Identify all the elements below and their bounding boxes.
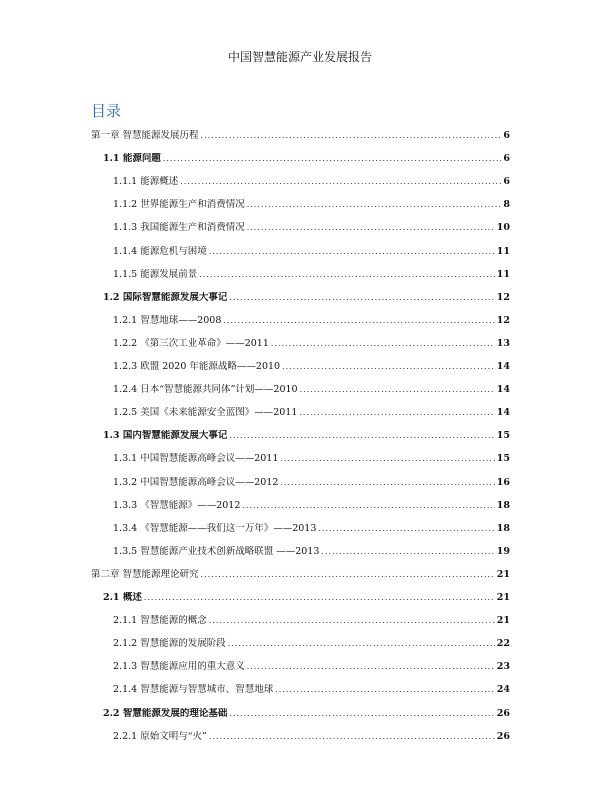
- toc-entry-label: 第一章 智慧能源发展历程: [91, 130, 199, 141]
- toc-leader-dots: [247, 661, 495, 673]
- toc-entry[interactable]: [113, 477, 510, 489]
- toc-entry-label: 2.2 智慧能源发展的理论基础: [103, 707, 228, 719]
- toc-entry-label: 1.2.4 日本“智慧能源共同体”计划——2010: [113, 384, 298, 396]
- toc-entry-page: 6: [503, 176, 510, 188]
- toc-entry[interactable]: [113, 523, 510, 535]
- toc-entry-page: 8: [503, 199, 510, 211]
- toc-leader-dots: [144, 592, 495, 604]
- toc-entry[interactable]: [113, 176, 510, 188]
- toc-entry-page: 15: [496, 453, 510, 465]
- toc-entry-label: 1.3.2 中国智慧能源高峰会议——2012: [113, 476, 279, 488]
- toc-entry-label: 1.1.3 我国能源生产和消费情况: [113, 222, 245, 234]
- toc-entry[interactable]: [113, 500, 510, 512]
- toc-leader-dots: [223, 315, 494, 327]
- toc-entry-page: 12: [496, 291, 510, 303]
- toc-entry-page: 12: [496, 314, 510, 326]
- toc-leader-dots: [321, 546, 494, 558]
- toc-entry[interactable]: [113, 661, 510, 673]
- toc-entry[interactable]: [113, 684, 510, 696]
- toc-entry-label: 1.3.1 中国智慧能源高峰会议——2011: [113, 453, 279, 465]
- toc-leader-dots: [275, 684, 495, 696]
- toc-entry-page: 22: [496, 638, 510, 650]
- toc-entry[interactable]: [103, 153, 510, 165]
- toc-heading: 目录: [91, 102, 122, 120]
- toc-leader-dots: [299, 407, 494, 419]
- toc-entry-label: 1.3 国内智慧能源发展大事记: [103, 430, 228, 442]
- document-title: 中国智慧能源产业发展报告: [227, 50, 372, 64]
- toc-entry-page: 11: [496, 268, 510, 280]
- toc-entry-page: 6: [503, 153, 510, 165]
- toc-entry-page: 23: [496, 661, 510, 673]
- toc-entry[interactable]: [113, 731, 510, 743]
- toc-leader-dots: [282, 361, 495, 373]
- toc-entry-label: 1.1.1 能源概述: [113, 176, 179, 188]
- toc-entry[interactable]: [113, 199, 510, 211]
- toc-leader-dots: [229, 292, 494, 304]
- toc-entry-label: 2.1 概述: [103, 592, 142, 603]
- toc-entry[interactable]: [113, 407, 510, 419]
- toc-entry-page: 26: [496, 707, 510, 719]
- toc-entry-label: 1.2.2 《第三次工业革命》——2011: [113, 337, 269, 349]
- toc-leader-dots: [201, 569, 495, 581]
- toc-entry[interactable]: [103, 592, 510, 604]
- toc-leader-dots: [228, 638, 495, 650]
- toc-leader-dots: [163, 153, 502, 165]
- toc-leader-dots: [209, 246, 495, 258]
- toc-leader-dots: [209, 615, 495, 627]
- toc-entry-page: 24: [496, 684, 510, 696]
- toc-leader-dots: [280, 477, 494, 489]
- toc-leader-dots: [280, 453, 494, 465]
- toc-entry[interactable]: [113, 315, 510, 327]
- toc-entry-label: 1.2.1 智慧地球——2008: [113, 314, 222, 326]
- toc-entry-label: 1.2.5 美国《未来能源安全蓝图》——2011: [113, 407, 298, 419]
- toc-entry[interactable]: [103, 430, 510, 442]
- toc-entry-page: 11: [496, 245, 510, 257]
- toc-entry-label: 1.1.2 世界能源生产和消费情况: [113, 199, 245, 211]
- toc-entry-label: 1.3.5 智慧能源产业技术创新战略联盟 ——2013: [113, 545, 320, 557]
- toc-leader-dots: [229, 430, 494, 442]
- toc-leader-dots: [318, 523, 494, 535]
- toc-leader-dots: [199, 269, 495, 281]
- toc-entry[interactable]: [113, 222, 510, 234]
- toc-entry-page: 21: [496, 592, 510, 603]
- toc-entry-page: 10: [496, 222, 510, 234]
- toc-leader-dots: [300, 384, 495, 396]
- toc-entry-label: 2.1.4 智慧能源与智慧城市、智慧地球: [113, 684, 274, 696]
- toc-entry-page: 14: [496, 384, 510, 396]
- toc-leader-dots: [247, 199, 502, 211]
- toc-entry-page: 16: [496, 476, 510, 488]
- toc-entry-label: 1.1.4 能源危机与困境: [113, 245, 207, 257]
- toc-entry-page: 19: [496, 545, 510, 557]
- toc-entry[interactable]: [113, 453, 510, 465]
- toc-entry-page: 18: [496, 522, 510, 534]
- toc-entry[interactable]: [113, 338, 510, 350]
- toc-entry-label: 2.1.2 智慧能源的发展阶段: [113, 638, 226, 650]
- toc-entry-label: 2.2.1 原始文明与“火”: [113, 730, 207, 742]
- toc-entry-label: 1.1.5 能源发展前景: [113, 268, 198, 280]
- toc-leader-dots: [229, 708, 494, 720]
- toc-entry[interactable]: [103, 708, 510, 720]
- toc-entry-label: 1.3.4 《智慧能源——我们这一万年》——2013: [113, 522, 317, 534]
- toc-entry-label: 2.1.1 智慧能源的概念: [113, 615, 207, 627]
- toc-entry[interactable]: [113, 546, 510, 558]
- toc-entry-page: 15: [496, 430, 510, 442]
- toc-entry-page: 14: [496, 407, 510, 419]
- toc-entry-label: 1.3.3 《智慧能源》——2012: [113, 499, 241, 511]
- toc-entry[interactable]: [103, 292, 510, 304]
- toc-entry-label: 1.1 能源问题: [103, 153, 161, 165]
- toc-entry-page: 13: [496, 337, 510, 349]
- toc-entry[interactable]: [113, 269, 510, 281]
- toc-entry[interactable]: [113, 615, 510, 627]
- toc-entry[interactable]: [113, 384, 510, 396]
- toc-leader-dots: [242, 500, 494, 512]
- toc-entry-page: 21: [496, 568, 510, 580]
- toc-entry-page: 6: [503, 130, 510, 141]
- toc-leader-dots: [271, 338, 495, 350]
- toc-entry-page: 26: [496, 730, 510, 742]
- toc-entry[interactable]: [113, 246, 510, 258]
- toc-entry-page: 21: [496, 615, 510, 627]
- toc-leader-dots: [209, 731, 495, 743]
- toc-entry-label: 1.2 国际智慧能源发展大事记: [103, 291, 228, 303]
- toc-entry-page: 14: [496, 361, 510, 372]
- toc-entry[interactable]: [91, 569, 510, 581]
- toc-leader-dots: [247, 222, 495, 234]
- toc-entry-page: 18: [496, 499, 510, 511]
- toc-entry[interactable]: [113, 638, 510, 650]
- toc-entry-label: 第二章 智慧能源理论研究: [91, 568, 199, 580]
- toc-entry-label: 2.1.3 智慧能源应用的重大意义: [113, 661, 245, 673]
- toc-leader-dots: [201, 130, 502, 142]
- toc-entry-label: 1.2.3 欧盟 2020 年能源战略——2010: [113, 361, 281, 372]
- toc-entry[interactable]: [91, 130, 510, 142]
- toc-entry[interactable]: [113, 361, 510, 373]
- toc-leader-dots: [180, 176, 501, 188]
